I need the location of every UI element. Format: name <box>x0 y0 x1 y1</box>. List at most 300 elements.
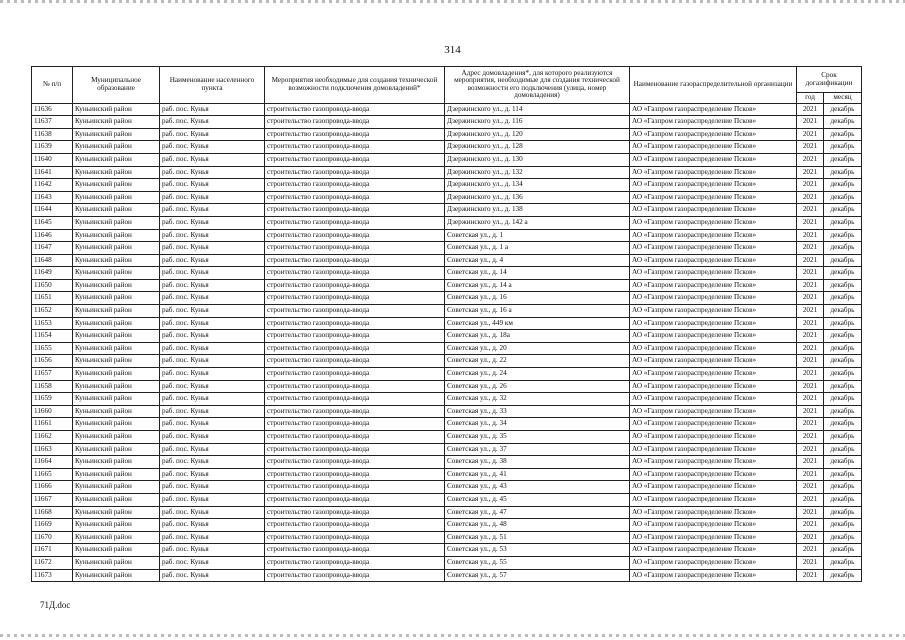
cell-month: декабрь <box>824 544 862 557</box>
cell-distributor: АО «Газпром газораспределение Псков» <box>630 216 797 229</box>
cell-month: декабрь <box>824 393 862 406</box>
table-row <box>32 380 862 393</box>
cell-address: Советская ул., д. 33 <box>445 405 630 418</box>
cell-month: декабрь <box>824 153 862 166</box>
header-municipality: Муниципальное образование <box>73 67 160 104</box>
cell-settlement: раб. пос. Кунья <box>160 103 265 116</box>
cell-distributor: АО «Газпром газораспределение Псков» <box>630 166 797 179</box>
cell-year: 2021 <box>797 166 824 179</box>
cell-measure: строительство газопровода-ввода <box>265 468 445 481</box>
cell-num: 11639 <box>32 141 73 154</box>
table-row <box>32 368 862 381</box>
table-row <box>32 103 862 116</box>
table-row <box>32 519 862 532</box>
cell-address: Советская ул., д. 48 <box>445 519 630 532</box>
cell-year: 2021 <box>797 179 824 192</box>
cell-num: 11637 <box>32 116 73 129</box>
cell-year: 2021 <box>797 141 824 154</box>
cell-year: 2021 <box>797 468 824 481</box>
cell-distributor: АО «Газпром газораспределение Псков» <box>630 443 797 456</box>
cell-distributor: АО «Газпром газораспределение Псков» <box>630 405 797 418</box>
cell-settlement: раб. пос. Кунья <box>160 456 265 469</box>
cell-address: Советская ул., д. 4 <box>445 254 630 267</box>
cell-num: 11657 <box>32 368 73 381</box>
cell-address: Дзержинского ул., д. 130 <box>445 153 630 166</box>
cell-year: 2021 <box>797 355 824 368</box>
table-row <box>32 393 862 406</box>
cell-settlement: раб. пос. Кунья <box>160 305 265 318</box>
cell-measure: строительство газопровода-ввода <box>265 456 445 469</box>
cell-distributor: АО «Газпром газораспределение Псков» <box>630 317 797 330</box>
cell-distributor: АО «Газпром газораспределение Псков» <box>630 493 797 506</box>
cell-distributor: АО «Газпром газораспределение Псков» <box>630 242 797 255</box>
cell-settlement: раб. пос. Кунья <box>160 267 265 280</box>
table-row <box>32 179 862 192</box>
cell-address: Дзержинского ул., д. 138 <box>445 204 630 217</box>
cell-measure: строительство газопровода-ввода <box>265 204 445 217</box>
cell-measure: строительство газопровода-ввода <box>265 380 445 393</box>
cell-distributor: АО «Газпром газораспределение Псков» <box>630 279 797 292</box>
cell-num: 11645 <box>32 216 73 229</box>
cell-address: Советская ул., д. 20 <box>445 342 630 355</box>
cell-address: Дзержинского ул., д. 116 <box>445 116 630 129</box>
cell-address: Советская ул., д. 53 <box>445 544 630 557</box>
table-row <box>32 317 862 330</box>
cell-num: 11648 <box>32 254 73 267</box>
cell-municipality: Куньинский район <box>73 116 160 129</box>
cell-municipality: Куньинский район <box>73 456 160 469</box>
cell-settlement: раб. пос. Кунья <box>160 355 265 368</box>
table-row <box>32 229 862 242</box>
cell-distributor: АО «Газпром газораспределение Псков» <box>630 305 797 318</box>
cell-year: 2021 <box>797 544 824 557</box>
cell-num: 11652 <box>32 305 73 318</box>
cell-month: декабрь <box>824 216 862 229</box>
cell-num: 11659 <box>32 393 73 406</box>
cell-settlement: раб. пос. Кунья <box>160 493 265 506</box>
cell-measure: строительство газопровода-ввода <box>265 305 445 318</box>
cell-year: 2021 <box>797 128 824 141</box>
cell-address: Дзержинского ул., д. 142 а <box>445 216 630 229</box>
cell-address: Дзержинского ул., д. 136 <box>445 191 630 204</box>
cell-num: 11656 <box>32 355 73 368</box>
cell-settlement: раб. пос. Кунья <box>160 116 265 129</box>
cell-address: Советская ул., д. 43 <box>445 481 630 494</box>
header-term: Срок догазификации <box>797 67 862 93</box>
table-row <box>32 153 862 166</box>
cell-month: декабрь <box>824 305 862 318</box>
table-row <box>32 468 862 481</box>
cell-num: 11653 <box>32 317 73 330</box>
table-row <box>32 431 862 444</box>
cell-month: декабрь <box>824 368 862 381</box>
cell-measure: строительство газопровода-ввода <box>265 103 445 116</box>
cell-address: Советская ул., д. 16 <box>445 292 630 305</box>
cell-month: декабрь <box>824 191 862 204</box>
table-row <box>32 128 862 141</box>
cell-settlement: раб. пос. Кунья <box>160 317 265 330</box>
cell-year: 2021 <box>797 204 824 217</box>
cell-year: 2021 <box>797 431 824 444</box>
cell-distributor: АО «Газпром газораспределение Псков» <box>630 556 797 569</box>
cell-distributor: АО «Газпром газораспределение Псков» <box>630 393 797 406</box>
table-row <box>32 267 862 280</box>
cell-num: 11636 <box>32 103 73 116</box>
cell-distributor: АО «Газпром газораспределение Псков» <box>630 380 797 393</box>
cell-month: декабрь <box>824 292 862 305</box>
cell-month: декабрь <box>824 267 862 280</box>
table-row <box>32 116 862 129</box>
cell-month: декабрь <box>824 317 862 330</box>
cell-settlement: раб. пос. Кунья <box>160 393 265 406</box>
table-row <box>32 418 862 431</box>
cell-year: 2021 <box>797 153 824 166</box>
cell-num: 11663 <box>32 443 73 456</box>
cell-num: 11641 <box>32 166 73 179</box>
cell-settlement: раб. пос. Кунья <box>160 191 265 204</box>
cell-month: декабрь <box>824 204 862 217</box>
cell-num: 11661 <box>32 418 73 431</box>
cell-num: 11662 <box>32 431 73 444</box>
cell-month: декабрь <box>824 229 862 242</box>
cell-measure: строительство газопровода-ввода <box>265 229 445 242</box>
cell-measure: строительство газопровода-ввода <box>265 330 445 343</box>
cell-municipality: Куньинский район <box>73 355 160 368</box>
cell-year: 2021 <box>797 254 824 267</box>
cell-measure: строительство газопровода-ввода <box>265 342 445 355</box>
table-row <box>32 204 862 217</box>
cell-year: 2021 <box>797 116 824 129</box>
header-measures: Мероприятия необходимые для создания технической возможности подключения домовладений* <box>265 67 445 104</box>
cell-settlement: раб. пос. Кунья <box>160 418 265 431</box>
cell-year: 2021 <box>797 242 824 255</box>
cell-num: 11655 <box>32 342 73 355</box>
cell-distributor: АО «Газпром газораспределение Псков» <box>630 103 797 116</box>
cell-address: Советская ул., д. 41 <box>445 468 630 481</box>
cell-municipality: Куньинский район <box>73 204 160 217</box>
table-row <box>32 355 862 368</box>
cell-settlement: раб. пос. Кунья <box>160 342 265 355</box>
cell-address: Советская ул., д. 1 <box>445 229 630 242</box>
cell-municipality: Куньинский район <box>73 103 160 116</box>
cell-measure: строительство газопровода-ввода <box>265 317 445 330</box>
cell-distributor: АО «Газпром газораспределение Псков» <box>630 544 797 557</box>
cell-address: Советская ул., д. 35 <box>445 431 630 444</box>
cell-municipality: Куньинский район <box>73 330 160 343</box>
cell-settlement: раб. пос. Кунья <box>160 506 265 519</box>
cell-address: Дзержинского ул., д. 134 <box>445 179 630 192</box>
cell-municipality: Куньинский район <box>73 418 160 431</box>
cell-municipality: Куньинский район <box>73 305 160 318</box>
table-row <box>32 166 862 179</box>
cell-municipality: Куньинский район <box>73 229 160 242</box>
cell-settlement: раб. пос. Кунья <box>160 368 265 381</box>
cell-num: 11643 <box>32 191 73 204</box>
cell-distributor: АО «Газпром газораспределение Псков» <box>630 116 797 129</box>
cell-distributor: АО «Газпром газораспределение Псков» <box>630 519 797 532</box>
cell-year: 2021 <box>797 443 824 456</box>
header-address: Адрес домовладения*, для которого реализуются мероприятия, необходимые для создания технической возможности его подключения (улица, номер домовладения) <box>445 67 630 104</box>
cell-municipality: Куньинский район <box>73 342 160 355</box>
cell-settlement: раб. пос. Кунья <box>160 519 265 532</box>
cell-address: Дзержинского ул., д. 128 <box>445 141 630 154</box>
cell-distributor: АО «Газпром газораспределение Псков» <box>630 141 797 154</box>
cell-year: 2021 <box>797 368 824 381</box>
cell-distributor: АО «Газпром газораспределение Псков» <box>630 531 797 544</box>
cell-municipality: Куньинский район <box>73 292 160 305</box>
table-body <box>32 103 862 582</box>
page-number: 314 <box>444 44 461 56</box>
cell-year: 2021 <box>797 330 824 343</box>
cell-measure: строительство газопровода-ввода <box>265 179 445 192</box>
cell-measure: строительство газопровода-ввода <box>265 405 445 418</box>
cell-settlement: раб. пос. Кунья <box>160 531 265 544</box>
cell-year: 2021 <box>797 229 824 242</box>
cell-measure: строительство газопровода-ввода <box>265 191 445 204</box>
cell-settlement: раб. пос. Кунья <box>160 468 265 481</box>
cell-num: 11658 <box>32 380 73 393</box>
cell-municipality: Куньинский район <box>73 153 160 166</box>
cell-address: Советская ул., д. 22 <box>445 355 630 368</box>
cell-num: 11649 <box>32 267 73 280</box>
cell-num: 11651 <box>32 292 73 305</box>
cell-distributor: АО «Газпром газораспределение Псков» <box>630 569 797 582</box>
cell-month: декабрь <box>824 128 862 141</box>
cell-municipality: Куньинский район <box>73 380 160 393</box>
cell-measure: строительство газопровода-ввода <box>265 493 445 506</box>
cell-month: декабрь <box>824 443 862 456</box>
cell-num: 11640 <box>32 153 73 166</box>
cell-municipality: Куньинский район <box>73 544 160 557</box>
cell-address: Советская ул., 449 км <box>445 317 630 330</box>
cell-municipality: Куньинский район <box>73 393 160 406</box>
cell-month: декабрь <box>824 380 862 393</box>
cell-month: декабрь <box>824 355 862 368</box>
cell-year: 2021 <box>797 556 824 569</box>
cell-num: 11673 <box>32 569 73 582</box>
cell-year: 2021 <box>797 267 824 280</box>
cell-distributor: АО «Газпром газораспределение Псков» <box>630 229 797 242</box>
cell-year: 2021 <box>797 191 824 204</box>
cell-distributor: АО «Газпром газораспределение Псков» <box>630 481 797 494</box>
table-row <box>32 405 862 418</box>
cell-month: декабрь <box>824 279 862 292</box>
cell-num: 11665 <box>32 468 73 481</box>
header-year: год <box>797 93 824 104</box>
table-row <box>32 330 862 343</box>
cell-address: Советская ул., д. 1 а <box>445 242 630 255</box>
table-row <box>32 493 862 506</box>
cell-num: 11671 <box>32 544 73 557</box>
scan-edge-top <box>0 0 905 3</box>
cell-municipality: Куньинский район <box>73 506 160 519</box>
cell-address: Советская ул., д. 45 <box>445 493 630 506</box>
cell-municipality: Куньинский район <box>73 493 160 506</box>
cell-distributor: АО «Газпром газораспределение Псков» <box>630 330 797 343</box>
cell-distributor: АО «Газпром газораспределение Псков» <box>630 191 797 204</box>
scan-edge-bottom <box>0 634 905 637</box>
cell-month: декабрь <box>824 569 862 582</box>
cell-address: Советская ул., д. 18а <box>445 330 630 343</box>
cell-measure: строительство газопровода-ввода <box>265 569 445 582</box>
cell-month: декабрь <box>824 493 862 506</box>
cell-year: 2021 <box>797 292 824 305</box>
cell-measure: строительство газопровода-ввода <box>265 519 445 532</box>
cell-settlement: раб. пос. Кунья <box>160 153 265 166</box>
cell-year: 2021 <box>797 456 824 469</box>
table-row <box>32 242 862 255</box>
cell-settlement: раб. пос. Кунья <box>160 443 265 456</box>
cell-measure: строительство газопровода-ввода <box>265 141 445 154</box>
cell-month: декабрь <box>824 506 862 519</box>
cell-year: 2021 <box>797 531 824 544</box>
header-num: № п/п <box>32 67 73 104</box>
cell-measure: строительство газопровода-ввода <box>265 267 445 280</box>
table-row <box>32 556 862 569</box>
cell-address: Дзержинского ул., д. 132 <box>445 166 630 179</box>
cell-measure: строительство газопровода-ввода <box>265 128 445 141</box>
cell-measure: строительство газопровода-ввода <box>265 166 445 179</box>
cell-distributor: АО «Газпром газораспределение Псков» <box>630 267 797 280</box>
cell-measure: строительство газопровода-ввода <box>265 292 445 305</box>
cell-month: декабрь <box>824 179 862 192</box>
table-row <box>32 279 862 292</box>
cell-address: Советская ул., д. 14 <box>445 267 630 280</box>
cell-num: 11647 <box>32 242 73 255</box>
cell-year: 2021 <box>797 216 824 229</box>
cell-month: декабрь <box>824 242 862 255</box>
cell-address: Советская ул., д. 47 <box>445 506 630 519</box>
cell-municipality: Куньинский район <box>73 431 160 444</box>
table-row <box>32 569 862 582</box>
cell-settlement: раб. пос. Кунья <box>160 204 265 217</box>
cell-municipality: Куньинский район <box>73 254 160 267</box>
cell-measure: строительство газопровода-ввода <box>265 116 445 129</box>
table-row <box>32 531 862 544</box>
cell-month: декабрь <box>824 103 862 116</box>
cell-settlement: раб. пос. Кунья <box>160 166 265 179</box>
cell-distributor: АО «Газпром газораспределение Псков» <box>630 468 797 481</box>
cell-municipality: Куньинский район <box>73 569 160 582</box>
cell-measure: строительство газопровода-ввода <box>265 418 445 431</box>
cell-distributor: АО «Газпром газораспределение Псков» <box>630 342 797 355</box>
cell-municipality: Куньинский район <box>73 317 160 330</box>
footer-filename: 71Д.doc <box>40 600 71 610</box>
cell-distributor: АО «Газпром газораспределение Псков» <box>630 431 797 444</box>
cell-municipality: Куньинский район <box>73 128 160 141</box>
cell-month: декабрь <box>824 405 862 418</box>
cell-address: Советская ул., д. 16 а <box>445 305 630 318</box>
cell-address: Дзержинского ул., д. 120 <box>445 128 630 141</box>
cell-address: Советская ул., д. 34 <box>445 418 630 431</box>
cell-month: декабрь <box>824 556 862 569</box>
cell-month: декабрь <box>824 468 862 481</box>
table-row <box>32 216 862 229</box>
cell-num: 11660 <box>32 405 73 418</box>
cell-month: декабрь <box>824 481 862 494</box>
cell-address: Советская ул., д. 14 а <box>445 279 630 292</box>
gasification-table <box>31 66 862 582</box>
cell-month: декабрь <box>824 141 862 154</box>
cell-municipality: Куньинский район <box>73 405 160 418</box>
cell-distributor: АО «Газпром газораспределение Псков» <box>630 418 797 431</box>
cell-measure: строительство газопровода-ввода <box>265 242 445 255</box>
cell-num: 11666 <box>32 481 73 494</box>
cell-month: декабрь <box>824 330 862 343</box>
cell-year: 2021 <box>797 393 824 406</box>
cell-year: 2021 <box>797 519 824 532</box>
cell-address: Советская ул., д. 32 <box>445 393 630 406</box>
table-row <box>32 342 862 355</box>
cell-municipality: Куньинский район <box>73 216 160 229</box>
cell-measure: строительство газопровода-ввода <box>265 431 445 444</box>
cell-address: Советская ул., д. 26 <box>445 380 630 393</box>
cell-distributor: АО «Газпром газораспределение Псков» <box>630 292 797 305</box>
cell-measure: строительство газопровода-ввода <box>265 216 445 229</box>
cell-measure: строительство газопровода-ввода <box>265 279 445 292</box>
cell-settlement: раб. пос. Кунья <box>160 431 265 444</box>
cell-settlement: раб. пос. Кунья <box>160 216 265 229</box>
cell-measure: строительство газопровода-ввода <box>265 393 445 406</box>
cell-measure: строительство газопровода-ввода <box>265 355 445 368</box>
header-settlement: Наименование населенного пункта <box>160 67 265 104</box>
cell-month: декабрь <box>824 531 862 544</box>
cell-year: 2021 <box>797 569 824 582</box>
cell-year: 2021 <box>797 279 824 292</box>
cell-distributor: АО «Газпром газораспределение Псков» <box>630 506 797 519</box>
table-row <box>32 506 862 519</box>
cell-municipality: Куньинский район <box>73 191 160 204</box>
cell-distributor: АО «Газпром газораспределение Псков» <box>630 128 797 141</box>
cell-settlement: раб. пос. Кунья <box>160 141 265 154</box>
cell-settlement: раб. пос. Кунья <box>160 330 265 343</box>
cell-measure: строительство газопровода-ввода <box>265 531 445 544</box>
cell-distributor: АО «Газпром газораспределение Псков» <box>630 153 797 166</box>
cell-month: декабрь <box>824 166 862 179</box>
header-month: месяц <box>824 93 862 104</box>
cell-num: 11646 <box>32 229 73 242</box>
cell-year: 2021 <box>797 305 824 318</box>
cell-num: 11669 <box>32 519 73 532</box>
cell-num: 11642 <box>32 179 73 192</box>
cell-settlement: раб. пос. Кунья <box>160 544 265 557</box>
cell-year: 2021 <box>797 493 824 506</box>
cell-municipality: Куньинский район <box>73 242 160 255</box>
cell-num: 11650 <box>32 279 73 292</box>
cell-municipality: Куньинский район <box>73 179 160 192</box>
table-row <box>32 191 862 204</box>
table-row <box>32 456 862 469</box>
cell-municipality: Куньинский район <box>73 166 160 179</box>
cell-year: 2021 <box>797 418 824 431</box>
cell-num: 11667 <box>32 493 73 506</box>
cell-month: декабрь <box>824 254 862 267</box>
cell-settlement: раб. пос. Кунья <box>160 279 265 292</box>
cell-settlement: раб. пос. Кунья <box>160 242 265 255</box>
cell-year: 2021 <box>797 380 824 393</box>
table-row <box>32 305 862 318</box>
cell-municipality: Куньинский район <box>73 443 160 456</box>
cell-municipality: Куньинский район <box>73 481 160 494</box>
table-row <box>32 254 862 267</box>
cell-municipality: Куньинский район <box>73 279 160 292</box>
cell-distributor: АО «Газпром газораспределение Псков» <box>630 456 797 469</box>
cell-address: Советская ул., д. 51 <box>445 531 630 544</box>
cell-distributor: АО «Газпром газораспределение Псков» <box>630 368 797 381</box>
cell-municipality: Куньинский район <box>73 468 160 481</box>
cell-measure: строительство газопровода-ввода <box>265 153 445 166</box>
cell-month: декабрь <box>824 418 862 431</box>
